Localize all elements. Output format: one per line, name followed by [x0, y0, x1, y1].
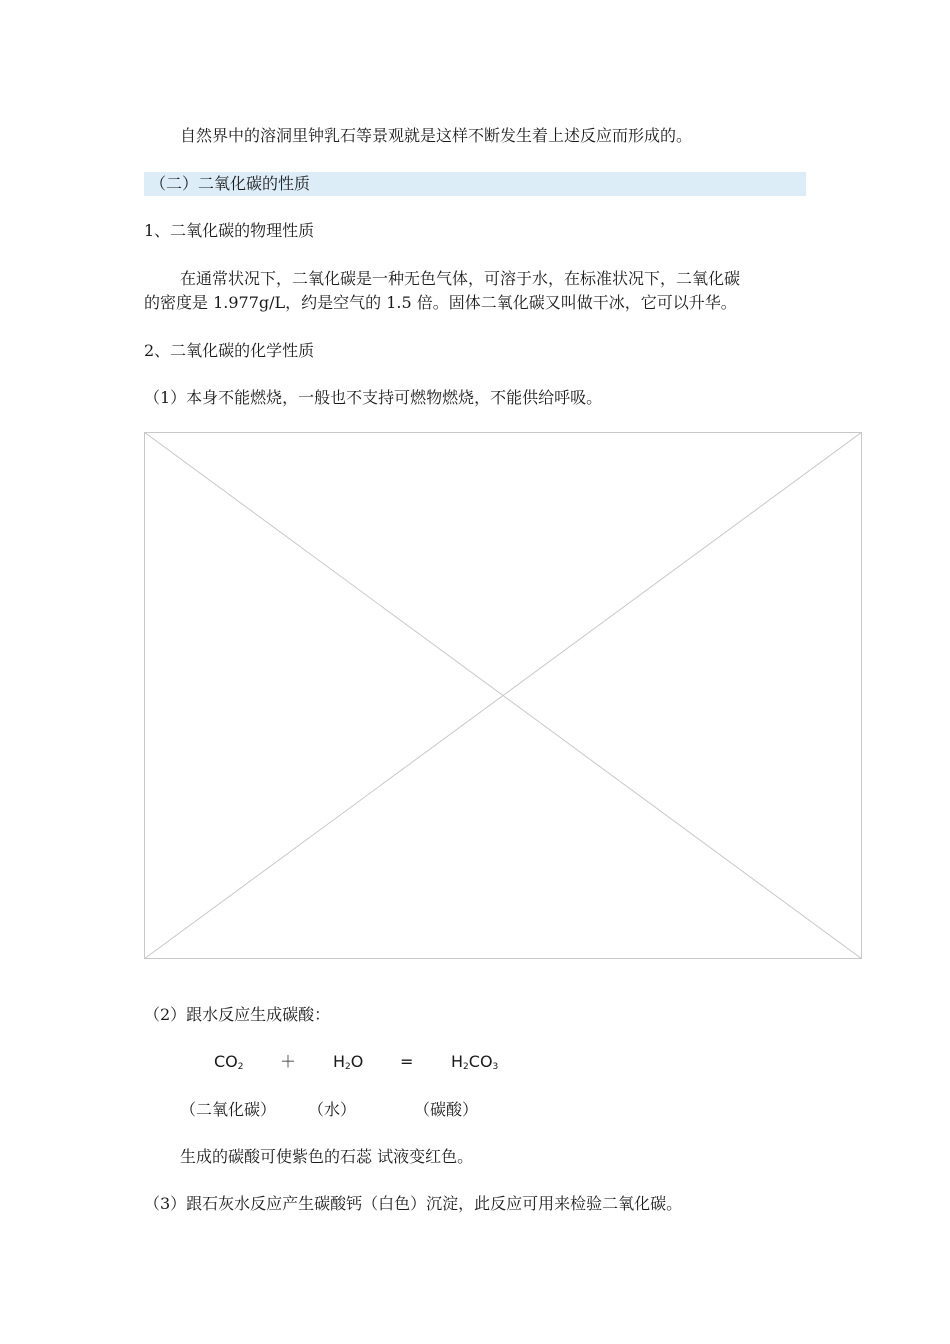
image-placeholder: [144, 432, 862, 959]
section-heading-bar: [144, 172, 806, 196]
subheading-physical: 1、二氧化碳的物理性质: [144, 221, 315, 240]
physical-properties-line2: 的密度是 1.977g/L，约是空气的 1.5 倍。固体二氧化碳又叫做干冰，它可以升华。: [144, 293, 737, 312]
equation-h2co3: $H_2CO_3$: [451, 1052, 499, 1072]
physical-properties-line1: 在通常状况下，二氧化碳是一种无色气体，可溶于水，在标准状况下，二氧化碳: [180, 269, 741, 288]
chemical-property-3: （3）跟石灰水反应产生碳酸钙（白色）沉淀，此反应可用来检验二氧化碳。: [144, 1194, 683, 1213]
label-carbonic-acid: （碳酸）: [414, 1100, 479, 1119]
equation-equals: =: [400, 1052, 414, 1071]
equation-h2o: $H_2O$: [333, 1052, 364, 1072]
equation-co2: $CO_2$: [214, 1052, 244, 1072]
label-co2: （二氧化碳）: [180, 1100, 277, 1119]
chemical-property-2: （2）跟水反应生成碳酸：: [144, 1005, 331, 1024]
label-water: （水）: [308, 1100, 357, 1119]
chemical-property-1: （1）本身不能燃烧，一般也不支持可燃物燃烧，不能供给呼吸。: [144, 388, 603, 407]
litmus-paragraph: 生成的碳酸可使紫色的石蕊 试液变红色。: [180, 1147, 474, 1166]
section-heading: （二）二氧化碳的性质: [150, 174, 311, 193]
equation-plus: ＋: [280, 1052, 297, 1071]
subheading-chemical: 2、二氧化碳的化学性质: [144, 341, 315, 360]
intro-paragraph: 自然界中的溶洞里钟乳石等景观就是这样不断发生着上述反应而形成的。: [180, 126, 693, 145]
